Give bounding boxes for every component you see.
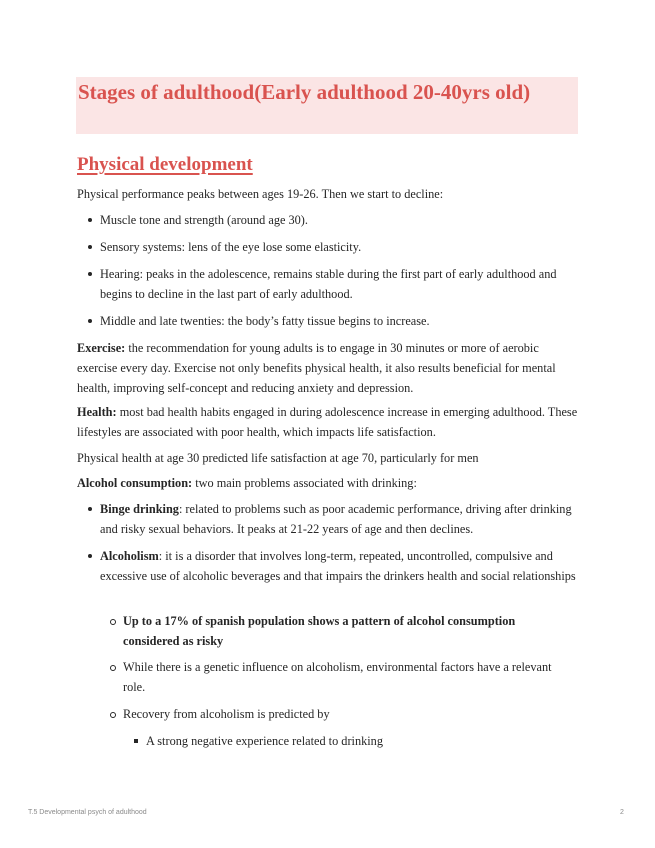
health-text: most bad health habits engaged in during adolescence increase in emerging adulthood. These lifestyles are associated with poor health, which impacts life satisfaction.	[77, 405, 578, 439]
binge-text: : related to problems such as poor academic performance, driving after drinking and risky sexual behaviors. It peaks at 21-22 years of age and then declines.	[100, 502, 572, 536]
intro-paragraph: Physical performance peaks between ages 19-26. Then we start to decline:	[77, 187, 444, 201]
exercise-label: Exercise:	[77, 341, 126, 355]
bullet-circle	[110, 619, 116, 625]
health-label: Health:	[77, 405, 117, 419]
exercise-paragraph	[77, 338, 582, 398]
page-title: Stages of adulthood(Early adulthood 20-40yrs old)	[78, 80, 531, 104]
health-note: Physical health at age 30 predicted life satisfaction at age 70, particularly for men	[77, 451, 479, 465]
bullet-circle	[110, 665, 116, 671]
sub-list-item: While there is a genetic influence on alcoholism, environmental factors have a relevant role.	[123, 660, 552, 694]
bullet-circle	[110, 712, 116, 718]
bullet-dot	[88, 218, 92, 222]
sub-list-item: Up to a 17% of spanish population shows a pattern of alcohol consumption considered as risky	[123, 614, 516, 648]
list-item: Sensory systems: lens of the eye lose some elasticity.	[100, 240, 362, 254]
sub-sub-list-item: A strong negative experience related to drinking	[146, 734, 383, 748]
list-item: Middle and late twenties: the body’s fatty tissue begins to increase.	[100, 314, 430, 328]
alcoholism-text: : it is a disorder that involves long-term, repeated, uncontrolled, compulsive and excessive use of alcoholic beverages and that impairs the drinkers health and social relationships	[100, 549, 576, 583]
alcohol-label: Alcohol consumption:	[77, 476, 193, 490]
list-item: Hearing: peaks in the adolescence, remains stable during the first part of early adulthood and begins to decline in the last part of early adulthood.	[100, 267, 557, 301]
page-number: 2	[620, 809, 624, 816]
list-item: Muscle tone and strength (around age 30).	[100, 213, 308, 227]
bullet-dot	[88, 507, 92, 511]
exercise-text: the recommendation for young adults is to engage in 30 minutes or more of aerobic exercise every day. Exercise not only benefits physical health, it also results beneficial for mental health, improving self-concept and reducing anxiety and depression.	[77, 341, 556, 395]
list-item-alcoholism	[100, 546, 582, 586]
bullet-dot	[88, 272, 92, 276]
section-heading: Physical development	[77, 154, 253, 175]
bullet-dot	[88, 554, 92, 558]
list-item-binge	[100, 499, 582, 539]
sub-list-item: Recovery from alcoholism is predicted by	[123, 707, 330, 721]
alcohol-paragraph	[77, 473, 582, 493]
alcoholism-label: Alcoholism	[100, 549, 159, 563]
binge-label: Binge drinking	[100, 502, 179, 516]
bullet-dot	[88, 319, 92, 323]
health-paragraph	[77, 402, 582, 442]
alcohol-text: two main problems associated with drinking:	[192, 476, 417, 490]
bullet-dot	[88, 245, 92, 249]
footer-title: T.5 Developmental psych of adulthood	[28, 809, 147, 816]
bullet-square	[134, 739, 138, 743]
